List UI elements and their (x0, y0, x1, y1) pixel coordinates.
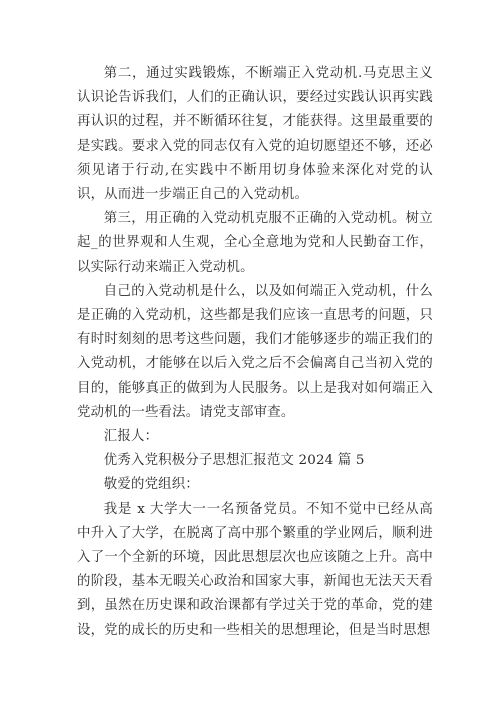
paragraph-conclusion: 自己的入党动机是什么，以及如何端正入党动机，什么是正确的入党动机，这些都是我们应该一直思考的问题，只有时时刻刻的思考这些问题，我们才能够逐步的端正我们的入党动机，才能够在以后入党之后不会偏离自己当初入党的目的，能够真正的做到为人民服务。以上是我对如何端正入党动机的一些看法。请党支部审查。 (77, 283, 433, 420)
salutation: 敬爱的党组织： (103, 477, 199, 493)
paragraph-practice: 第二，通过实践锻炼，不断端正入党动机.马克思主义认识论告诉我们，人们的正确认识，要经过实践认识再实践再认识的过程，并不断循环往复，才能获得。这里最重要的是实践。要求入党的同志仅有入党的迫切愿望还不够，还必须见诸于行动,在实践中不断用切身体验来深化对党的认识，从而进一步端正自己的入党动机。 (77, 66, 433, 203)
document-body (77, 62, 433, 643)
reporter-label: 汇报人： (103, 429, 159, 445)
paragraph-introduction: 我是 x 大学大一一名预备党员。不知不觉中已经从高中升入了大学，在脱离了高中那个繁重的学业网后，顺利进入了一个全新的环境，因此思想层次也应该随之上升。高中的阶段，基本无暇关心政治和国家大事，新闻也无法天天看到，虽然在历史课和政治课都有学过关于党的革命，党的建设，党的成长的历史和一些相关的思想理论，但是当时思想 (77, 501, 433, 638)
section-title: 优秀入党积极分子思想汇报范文 2024 篇 5 (103, 453, 365, 469)
paragraph-correct-motive: 第三，用正确的入党动机克服不正确的入党动机。树立起_的世界观和人生观，全心全意地为党和人民勤奋工作，以实际行动来端正入党动机。 (77, 211, 433, 275)
